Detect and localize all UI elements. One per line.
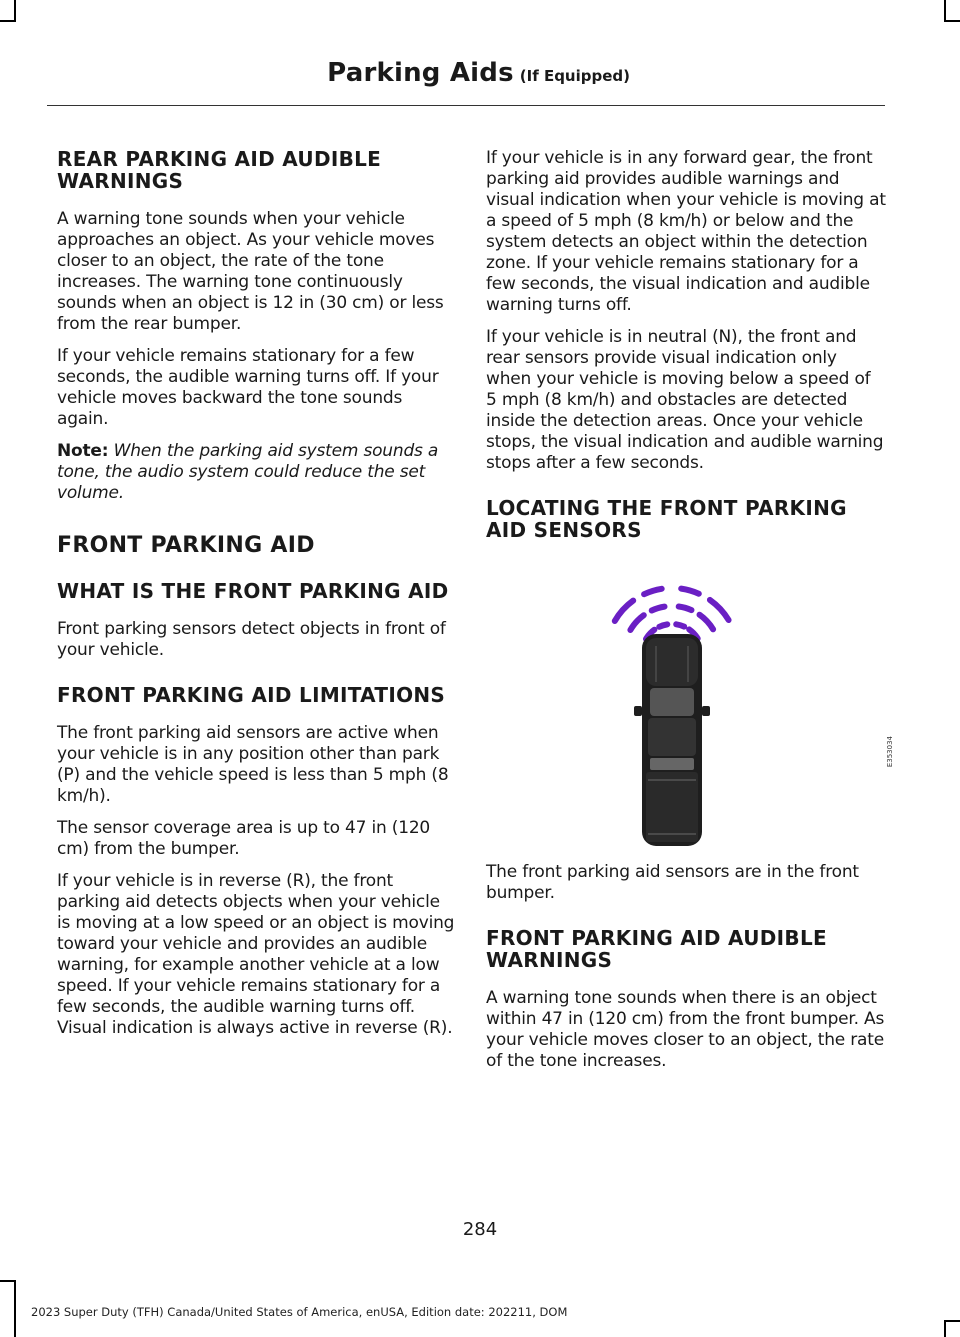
sensor-arc [652,607,665,611]
heading-front-limitations: FRONT PARKING AID LIMITATIONS [57,683,446,707]
truck-top-view-icon [634,634,710,846]
page-title: Parking Aids [327,58,514,88]
footer-edition: 2023 Super Duty (TFH) Canada/United States of America, enUSA, Edition date: 202211, DOM [31,1305,568,1319]
crop-mark [14,0,16,22]
paragraph: If your vehicle remains stationary for a few seconds, the audible warning turns off. If your vehicle moves backward the tone sounds again. [57,346,439,429]
heading-front-parking-aid: FRONT PARKING AID [57,533,315,558]
paragraph: The sensor coverage area is up to 47 in (120 cm) from the bumper. [57,818,431,859]
note [57,441,457,504]
page-subtitle: (If Equipped) [519,67,630,85]
paragraph: If your vehicle is in any forward gear, the front parking aid provides audible warnings and visual indication when your vehicle is moving at a speed of 5 mph (8 km/h) or below and the system detects an object within the detection zone. If your vehicle remains stationary for a few seconds, the visual indication and audible warning turns off. [486,148,886,315]
heading-what-is-front-parking-aid: WHAT IS THE FRONT PARKING AID [57,579,449,603]
sensor-arc [700,615,714,630]
page-number: 284 [462,1219,498,1240]
crop-mark [0,20,16,22]
sensor-location-figure [486,558,894,858]
crop-mark [944,1320,946,1337]
paragraph: A warning tone sounds when there is an object within 47 in (120 cm) from the front bumper. As your vehicle moves closer to an object, the rate of the tone increases. [486,988,885,1071]
right-column [486,148,894,1083]
heading-rear-audible-warnings: REAR PARKING AID AUDIBLE WARNINGS [57,147,382,193]
heading-front-audible-warnings: FRONT PARKING AID AUDIBLE WARNINGS [486,926,827,972]
left-column [57,148,457,1050]
header-divider [47,105,885,106]
paragraph: A warning tone sounds when your vehicle approaches an object. As your vehicle moves closer to an object, the rate of the tone increases. The warning tone continuously sounds when an object is 12 in (30 cm) or less from the rear bumper. [57,209,444,334]
paragraph: If your vehicle is in neutral (N), the front and rear sensors provide visual indication only when your vehicle is moving below a speed of 5 mph (8 km/h) and obstacles are detected inside the detection areas. Once your vehicle stops, the visual indication and audible warning stops after a few seconds. [486,327,884,473]
note-label: Note: [57,441,109,461]
crop-mark [944,1320,960,1322]
heading-locating-sensors: LOCATING THE FRONT PARKING AID SENSORS [486,496,847,542]
crop-mark [944,20,960,22]
sensor-arc [679,607,692,611]
sensor-arc [615,601,633,621]
crop-mark [14,1280,16,1337]
paragraph: The front parking aid sensors are active when your vehicle is in any position other than park (P) and the vehicle speed is less than 5 mph (8 km/h). [57,723,449,806]
paragraph: If your vehicle is in reverse (R), the front parking aid detects objects when your vehicle is moving at a low speed or an object is moving toward your vehicle and provides an audible warning, for example another vehicle at a low speed. If your vehicle remains stationary for a few seconds, the audible warning turns off. Visual indication is always active in reverse (R). [57,871,455,1038]
sensor-arc [681,589,699,594]
sensor-arc [710,600,729,620]
figure-code: E353034 [886,736,894,768]
crop-mark [0,1280,16,1282]
sensor-arcs-icon [615,589,729,639]
sensor-arc [676,624,684,626]
sensor-arc [644,589,662,594]
sensor-arc [659,624,667,626]
sensor-arc [630,615,643,630]
note-text: When the parking aid system sounds a tone, the audio system could reduce the set volume. [57,441,439,503]
paragraph: Front parking sensors detect objects in front of your vehicle. [57,619,446,660]
truck-sensors-illustration [596,558,746,854]
paragraph: The front parking aid sensors are in the front bumper. [486,862,859,903]
page-header [0,58,960,88]
crop-mark [944,0,946,22]
